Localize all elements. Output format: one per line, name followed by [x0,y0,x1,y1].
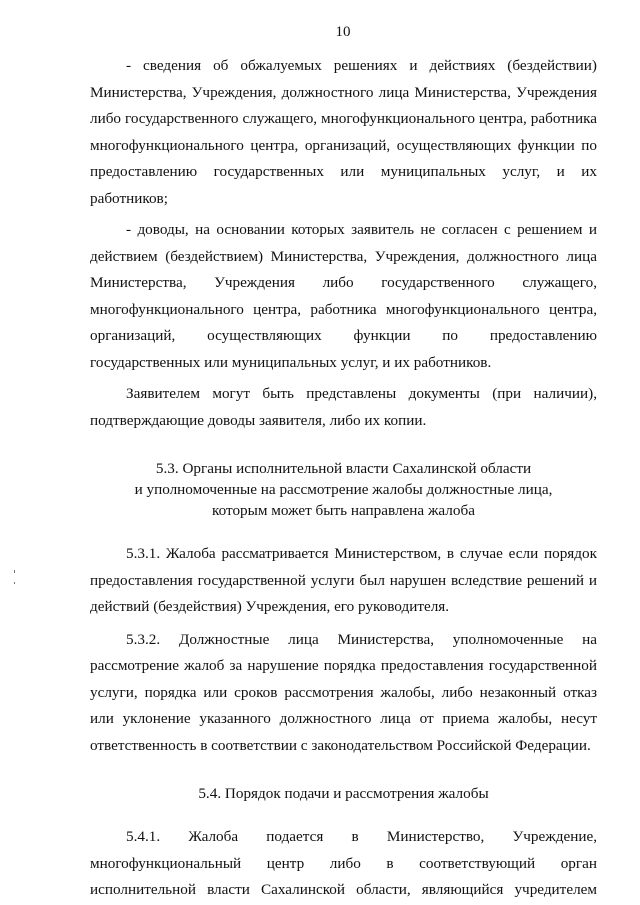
section-heading-5-4: 5.4. Порядок подачи и рассмотрения жалобы [198,785,489,802]
heading-5-3-line-3: которым может быть направлена жалоба [212,502,475,519]
paragraph-5-4-1: 5.4.1. Жалоба подается в Министерство, Учреждение, многофункциональный центр либо в соответствующий орган исполнительной власти Сахалинской области, являющийся учредителем [90,828,597,898]
heading-5-3-line-2: и уполномоченные на рассмотрение жалобы должностные лица, [134,481,553,498]
paragraph-supporting-documents: Заявителем могут быть представлены документы (при наличии), подтверждающие доводы заявителя, либо их копии. [90,385,597,429]
section-heading-5-3 [90,458,597,521]
page-number: 10 [335,24,351,40]
paragraph-5-3-1: 5.3.1. Жалоба рассматривается Министерством, в случае если порядок предоставления государственной услуги был нарушен вследствие решений и действий (бездействия) Учреждения, его руководителя. [90,545,597,615]
document-body [90,53,597,904]
paragraph-5-3-2: 5.3.2. Должностные лица Министерства, уполномоченные на рассмотрение жалоб за нарушение порядка предоставления государственной услуги, порядка или сроков рассмотрения жалобы, либо незаконный отказ или уклонение указанного должностного лица от приема жалобы, несут ответственность в соответствии с законодательством Российской Федерации. [90,630,597,754]
paragraph-arguments: - доводы, на основании которых заявитель не согласен с решением и действием (бездействием) Министерства, Учреждения, должностного лица Министерства, Учреждения либо государственного служащего, многофункционального центра, работника многофункционального центра, организаций, осуществляющих функции по предоставлению государственных или муниципальных услуг, и их работников. [90,221,597,371]
paragraph-appealed-decisions: - сведения об обжалуемых решениях и действиях (бездействии) Министерства, Учреждения, должностного лица Министерства, Учреждения либо государственного служащего, многофункционального центра, работника многофункционального центра, организаций, осуществляющих функции по предоставлению государственных или муниципальных услуг, и их работников; [90,57,597,207]
scan-artifact-mark [14,582,15,584]
scan-artifact-mark [14,570,15,573]
heading-5-3-line-1: 5.3. Органы исполнительной власти Сахалинской области [155,460,532,477]
